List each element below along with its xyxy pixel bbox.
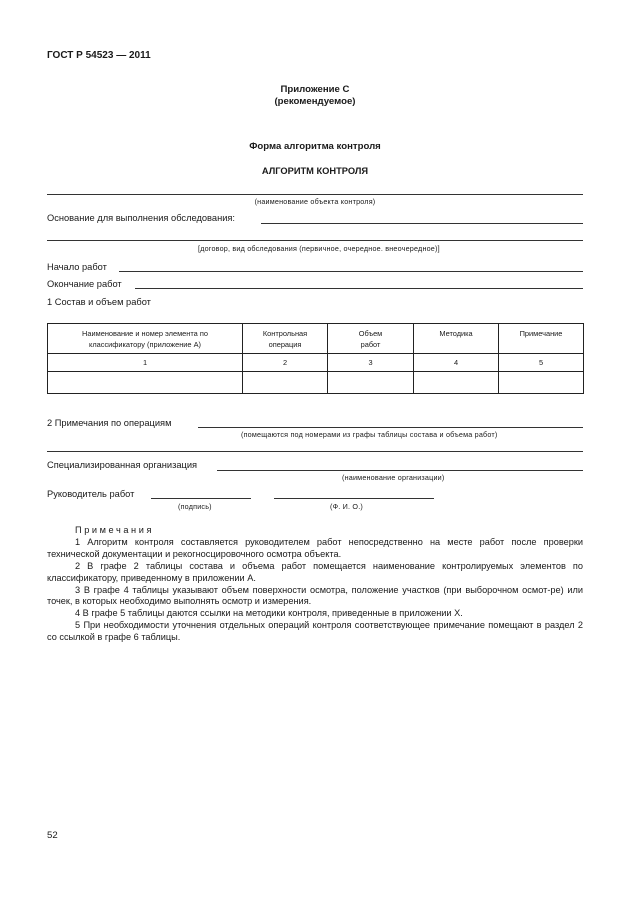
basis-label: Основание для выполнения обследования: [47, 213, 236, 223]
object-caption: (наименование объекта контроля) [254, 197, 376, 206]
number-cell: 4 [414, 354, 499, 372]
object-line[interactable] [47, 194, 583, 195]
section1-label: 1 Состав и объем работ [47, 297, 151, 307]
end-label: Окончание работ [47, 279, 122, 289]
note-item: 1 Алгоритм контроля составляется руководителем работ непосредственно на месте работ после проверки технической документации и рекогносцировочного осмотра объекта. [47, 536, 583, 559]
notes-title: Примечания [75, 525, 155, 535]
number-cell: 5 [499, 354, 584, 372]
header-cell: Объем работ [328, 324, 414, 354]
header-cell: Примечание [499, 324, 584, 354]
contract-caption: [договор, вид обследования (первичное, очередное. внеочередное)] [198, 244, 440, 253]
end-line[interactable] [135, 288, 583, 289]
name-caption: (Ф. И. О.) [330, 502, 363, 511]
number-cell: 3 [328, 354, 414, 372]
org-caption: (наименование организации) [342, 473, 445, 482]
section2-line[interactable] [198, 427, 583, 428]
page-number: 52 [47, 830, 58, 841]
section2-line-2[interactable] [47, 451, 583, 452]
appendix-title: Приложение С [280, 84, 350, 95]
number-cell: 1 [48, 354, 243, 372]
signature-line[interactable] [151, 498, 251, 499]
start-label: Начало работ [47, 262, 107, 272]
appendix-subtitle: (рекомендуемое) [274, 96, 356, 107]
standard-header: ГОСТ Р 54523 — 2011 [47, 50, 151, 61]
section2-caption: (помещаются под номерами из графы таблицы состава и объема работ) [241, 430, 498, 439]
basis-line[interactable] [261, 223, 583, 224]
org-line[interactable] [217, 470, 583, 471]
table-cell[interactable] [48, 372, 243, 394]
start-line[interactable] [119, 271, 583, 272]
note-item: 5 При необходимости уточнения отдельных операций контроля соответствующее примечание помещают в раздел 2 со ссылкой в графе 6 таблицы. [47, 620, 583, 643]
note-item: 4 В графе 5 таблицы даются ссылки на методики контроля, приведенные в приложении X. [75, 608, 463, 619]
signature-caption: (подпись) [178, 502, 212, 511]
header-cell: Контрольная операция [243, 324, 328, 354]
form-heading: АЛГОРИТМ КОНТРОЛЯ [261, 166, 369, 176]
table-cell[interactable] [243, 372, 328, 394]
table-cell[interactable] [328, 372, 414, 394]
note-item: 3 В графе 4 таблицы указывают объем поверхности осмотра, положение участков (при выборочном осмот-ре) или точек, в которых необходимо выполнять осмотр и измерения. [47, 584, 583, 607]
header-cell: Методика [414, 324, 499, 354]
form-title: Форма алгоритма контроля [249, 141, 381, 152]
org-label: Специализированная организация [47, 460, 198, 470]
note-item: 2 В графе 2 таблицы состава и объема работ помещается наименование контролируемых элементов по классификатору, приведенному в приложении А. [47, 560, 583, 583]
contract-line[interactable] [47, 240, 583, 241]
table-cell[interactable] [414, 372, 499, 394]
header-cell: Наименование и номер элемента по классификатору (приложение А) [48, 324, 243, 354]
name-line[interactable] [274, 498, 434, 499]
works-table [47, 323, 584, 394]
notes-block [47, 525, 583, 644]
table-cell[interactable] [499, 372, 584, 394]
number-cell: 2 [243, 354, 328, 372]
section2-label: 2 Примечания по операциям [47, 418, 172, 428]
manager-label: Руководитель работ [47, 489, 135, 499]
